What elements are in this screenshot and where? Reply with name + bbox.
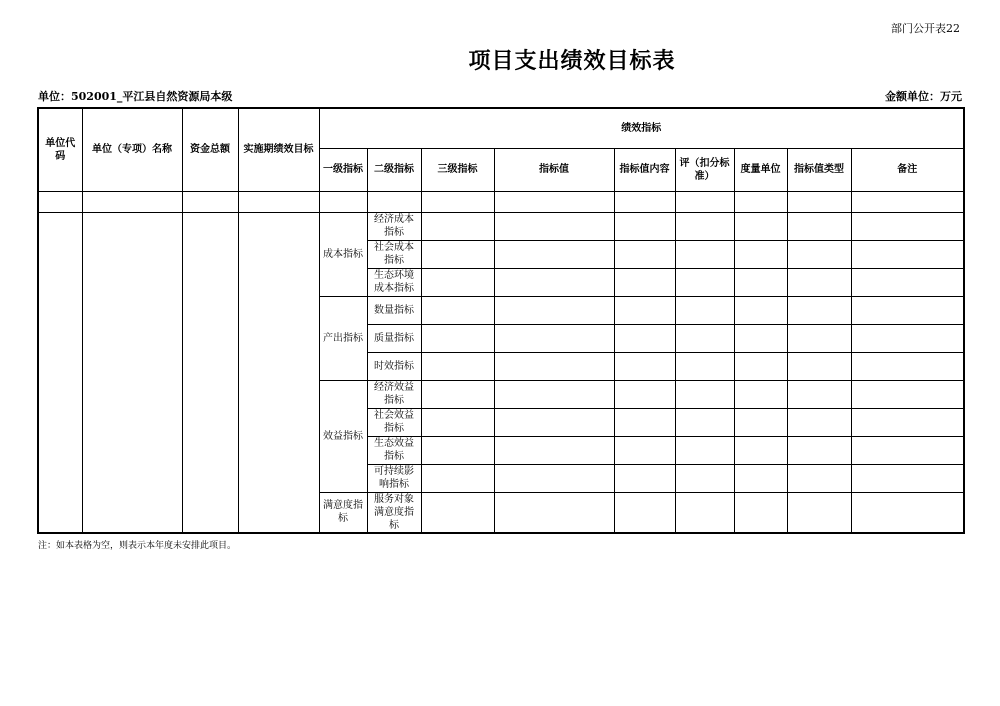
empty-cell xyxy=(614,380,675,408)
empty-cell xyxy=(494,212,614,240)
level2-indicator: 经济成本指标 xyxy=(367,212,421,240)
performance-table xyxy=(37,107,965,534)
subheader-cell: 指标值内容 xyxy=(614,148,675,191)
empty-cell xyxy=(787,212,851,240)
empty-cell xyxy=(494,436,614,464)
empty-cell xyxy=(734,191,787,212)
level1-indicator: 满意度指标 xyxy=(319,492,367,533)
empty-cell xyxy=(494,492,614,533)
empty-cell xyxy=(614,324,675,352)
empty-cell xyxy=(614,191,675,212)
level2-indicator: 服务对象满意度指标 xyxy=(367,492,421,533)
empty-cell xyxy=(851,268,964,296)
empty-cell xyxy=(494,380,614,408)
empty-cell xyxy=(614,464,675,492)
empty-cell xyxy=(367,191,421,212)
subheader-cell: 指标值类型 xyxy=(787,148,851,191)
empty-cell xyxy=(38,191,82,212)
empty-cell xyxy=(614,408,675,436)
amount-unit-label: 金额单位：万元 xyxy=(885,90,962,103)
footnote: 注：如本表格为空，则表示本年度未安排此项目。 xyxy=(38,541,237,551)
empty-cell xyxy=(614,296,675,324)
empty-cell xyxy=(421,268,494,296)
col-fund-total: 资金总额 xyxy=(182,108,238,191)
empty-cell xyxy=(734,296,787,324)
empty-cell xyxy=(238,191,319,212)
empty-cell xyxy=(421,324,494,352)
empty-cell xyxy=(421,436,494,464)
empty-cell xyxy=(675,240,734,268)
level2-indicator: 经济效益指标 xyxy=(367,380,421,408)
empty-cell xyxy=(421,296,494,324)
indicator-row xyxy=(38,212,964,240)
level1-indicator: 成本指标 xyxy=(319,212,367,296)
empty-cell xyxy=(494,268,614,296)
empty-cell xyxy=(851,212,964,240)
level2-indicator: 社会效益指标 xyxy=(367,408,421,436)
empty-cell xyxy=(421,352,494,380)
empty-cell xyxy=(787,268,851,296)
empty-cell xyxy=(675,380,734,408)
empty-cell xyxy=(787,324,851,352)
level2-indicator: 生态环境成本指标 xyxy=(367,268,421,296)
empty-cell xyxy=(675,464,734,492)
empty-cell xyxy=(675,212,734,240)
empty-cell xyxy=(675,268,734,296)
subheader-cell: 三级指标 xyxy=(421,148,494,191)
empty-cell xyxy=(675,296,734,324)
col-unit-code: 单位代码 xyxy=(38,108,82,191)
col-indicators: 绩效指标 xyxy=(319,108,964,148)
empty-cell xyxy=(734,436,787,464)
empty-cell xyxy=(182,191,238,212)
level2-indicator: 质量指标 xyxy=(367,324,421,352)
empty-cell xyxy=(787,380,851,408)
empty-cell xyxy=(421,240,494,268)
empty-cell xyxy=(421,191,494,212)
empty-cell xyxy=(421,380,494,408)
empty-cell xyxy=(494,352,614,380)
empty-cell xyxy=(851,324,964,352)
empty-cell xyxy=(734,324,787,352)
header-row xyxy=(38,108,964,148)
empty-cell xyxy=(787,352,851,380)
empty-cell xyxy=(734,352,787,380)
empty-cell xyxy=(734,464,787,492)
subheader-cell: 备注 xyxy=(851,148,964,191)
empty-cell xyxy=(182,212,238,533)
empty-cell xyxy=(494,464,614,492)
empty-cell xyxy=(238,212,319,533)
empty-cell xyxy=(614,212,675,240)
empty-cell xyxy=(675,324,734,352)
level2-indicator: 生态效益指标 xyxy=(367,436,421,464)
empty-cell xyxy=(851,492,964,533)
empty-cell xyxy=(421,492,494,533)
empty-cell xyxy=(787,191,851,212)
empty-cell xyxy=(787,464,851,492)
empty-cell xyxy=(734,380,787,408)
empty-cell xyxy=(734,492,787,533)
empty-cell xyxy=(421,408,494,436)
empty-cell xyxy=(494,296,614,324)
empty-cell xyxy=(787,436,851,464)
blank-row xyxy=(38,191,964,212)
empty-cell xyxy=(319,191,367,212)
empty-cell xyxy=(494,324,614,352)
empty-cell xyxy=(614,268,675,296)
level2-indicator: 社会成本指标 xyxy=(367,240,421,268)
empty-cell xyxy=(734,240,787,268)
empty-cell xyxy=(851,436,964,464)
empty-cell xyxy=(675,352,734,380)
empty-cell xyxy=(494,191,614,212)
empty-cell xyxy=(421,212,494,240)
level2-indicator: 数量指标 xyxy=(367,296,421,324)
empty-cell xyxy=(851,380,964,408)
subheader-cell: 度量单位 xyxy=(734,148,787,191)
unit-label: 单位：502001_平江县自然资源局本级 xyxy=(38,90,233,103)
col-unit-name: 单位（专项）名称 xyxy=(82,108,182,191)
subheader-cell: 二级指标 xyxy=(367,148,421,191)
level2-indicator: 可持续影响指标 xyxy=(367,464,421,492)
empty-cell xyxy=(675,408,734,436)
empty-cell xyxy=(38,212,82,533)
level1-indicator: 产出指标 xyxy=(319,296,367,380)
empty-cell xyxy=(734,212,787,240)
empty-cell xyxy=(675,436,734,464)
page-title: 项目支出绩效目标表 xyxy=(468,48,676,74)
level1-indicator: 效益指标 xyxy=(319,380,367,492)
empty-cell xyxy=(614,436,675,464)
empty-cell xyxy=(851,352,964,380)
empty-cell xyxy=(494,408,614,436)
empty-cell xyxy=(82,212,182,533)
empty-cell xyxy=(787,240,851,268)
empty-cell xyxy=(421,464,494,492)
empty-cell xyxy=(851,191,964,212)
empty-cell xyxy=(787,492,851,533)
empty-cell xyxy=(614,240,675,268)
empty-cell xyxy=(614,352,675,380)
empty-cell xyxy=(675,492,734,533)
empty-cell xyxy=(787,408,851,436)
level2-indicator: 时效指标 xyxy=(367,352,421,380)
empty-cell xyxy=(734,408,787,436)
empty-cell xyxy=(614,492,675,533)
empty-cell xyxy=(787,296,851,324)
empty-cell xyxy=(734,268,787,296)
corner-label: 部门公开表22 xyxy=(891,22,960,35)
empty-cell xyxy=(494,240,614,268)
empty-cell xyxy=(851,464,964,492)
empty-cell xyxy=(851,408,964,436)
empty-cell xyxy=(851,240,964,268)
col-goal: 实施期绩效目标 xyxy=(238,108,319,191)
empty-cell xyxy=(675,191,734,212)
subheader-cell: 指标值 xyxy=(494,148,614,191)
subheader-cell: 评（扣分标准） xyxy=(675,148,734,191)
empty-cell xyxy=(82,191,182,212)
subheader-cell: 一级指标 xyxy=(319,148,367,191)
empty-cell xyxy=(851,296,964,324)
